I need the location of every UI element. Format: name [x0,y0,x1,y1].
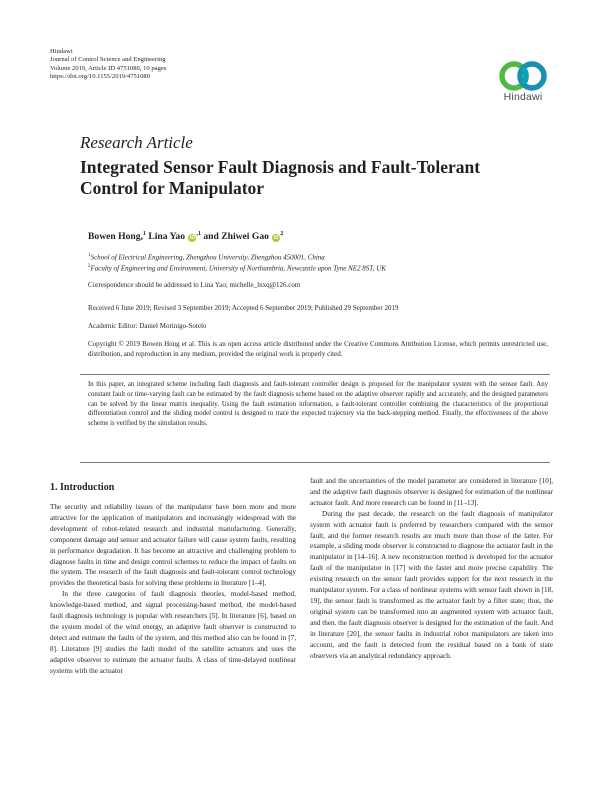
publisher-name: Hindawi [50,48,73,55]
author-list [88,231,283,242]
correspondence: Correspondence should be addressed to Lina Yao; michelle_lnxq@126.com [88,281,301,289]
author-sup: ,1 [196,231,201,237]
paragraph: fault and the uncertainties of the model parameter are considered in literature [10], and the adaptive fault diagnosis observer is designed for estimation of the nonlinear actuator fault. And more research can be found in [11–13]. [310,477,553,507]
logo-ring-overlap [523,68,526,84]
copyright-notice: Copyright © 2019 Bowen Hong et al. This is an open access article distributed under the Creative Commons Attribution License, which permits unrestricted use, distribution, and reproduction in any medium, provided the original work is properly cited. [88,340,548,359]
article-type: Research Article [80,133,193,152]
affiliation [88,253,325,261]
paragraph: During the past decade, the research on the fault diagnosis of manipulator system with actuator fault is preferred by researchers compared with the sensor fault, and the former research results are much more than those of the latter. For example, a sliding mode observer is constructed to diagnose the actuator fault in the manipulator in [14–16]. A new reconstruction method is developed for the actuator fault of the manipulator in [17] with the faster and more precise capability. The existing research on the sensor fault provides support for the next research in the manipulator system. For a class of nonlinear systems with sensor fault shown in [18, 19], the sensor fault is transformed as the actuator fault by a filter state; thus, the original system can be transformed into an augmented system with actuator fault, and then. the fault diagnosis observer is designed for the estimation of the fault. And in literature [20], the sensor faults in industrial robot manipulators are taken into account, and the fault is detected from the residual based on a bank of state observers via an analytical redundancy approach. [310,509,553,660]
affiliation-sup: 1 [88,253,91,258]
affiliation-text: Faculty of Engineering and Environment, University of Northumbria, Newcastle upon Tyne NE2 8ST, UK [90,264,386,273]
divider [80,374,550,375]
author-sup: 2 [280,231,284,237]
volume-line: Volume 2019, Article ID 4751080, 10 pages [50,64,167,72]
article-dates: Received 6 June 2019; Revised 3 September 2019; Accepted 6 September 2019; Published 29 September 2019 [88,304,399,312]
orcid-icon[interactable]: iD [189,235,195,242]
left-column [50,502,296,677]
author-name: and Zhiwei Gao [203,231,269,243]
journal-info [50,48,166,82]
paragraph: The security and reliability issues of the manipulator have been more and more attractive for the application of manipulators and increasingly widespread with the development of robot-related research and industrial manufacturing. Generally, component damage and sensor and actuator failure will cause system faults, resulting in performance degradation. It has become an attractive and challenging problem to diagnose faults in time and design control schemes to reduce the impact of faults on the system. The research of the fault diagnosis and fault-tolerant control technology provides the theoretical basis for solving these problems in literature [1–4]. [50,503,296,588]
affiliation-sup: 2 [88,264,91,269]
affiliation-text: School of Electrical Engineering, Zhengzhou University, Zhengzhou 450001, China [90,253,325,262]
author-name: Bowen Hong, [88,231,143,243]
doi-link[interactable]: https://doi.org/10.1155/2019/4751080 [50,73,151,81]
affiliation [88,264,386,272]
hindawi-wordmark: Hindawi [503,91,543,103]
paragraph: In the three categories of fault diagnosis theories, model-based method, knowledge-based method, and signal processing-based method, the model-based fault diagnosis technology is popular with researchers [5]. In literature [6], based on the system model of the wind energy, an adaptive fault observer is constructed to detect and estimate the faults of the system, and this method also can be found in [7, 8]. Literature [9] studies the fault model of the satellite actuators and uses the adaptive observer to estimate the actuator faults. A class of time-delayed nonlinear systems with the actuator [50,590,296,675]
author-sup: 1 [142,231,146,237]
orcid-icon[interactable]: iD [273,235,279,242]
academic-editor: Academic Editor: Daniel Morinigo-Sotelo [88,322,207,330]
section-heading: 1. Introduction [50,482,115,493]
journal-name: Journal of Control Science and Engineering [50,56,166,64]
author-name: Lina Yao [148,231,186,243]
right-column [310,476,553,661]
divider [80,462,550,463]
abstract: In this paper, an integrated scheme including fault diagnosis and fault-tolerant controller design is proposed for the manipulator system with the sensor fault. Any constant fault or time-varying fault can be estimated by the fault diagnosis scheme based on the adaptive observer rapidly and accurately, and the designed parameters can be solved by the linear matrix inequality. Using the fault estimation information, a fault-tolerant controller combining the characteristics of the proportional differentiation control and the sliding model control is designed to trace the expected trajectory via the back-stepping method. Finally, the effectiveness of the above scheme is verified by the simulation results. [88,381,548,428]
paper-title: Integrated Sensor Fault Diagnosis and Fault-Tolerant Control for Manipulator [80,157,481,198]
